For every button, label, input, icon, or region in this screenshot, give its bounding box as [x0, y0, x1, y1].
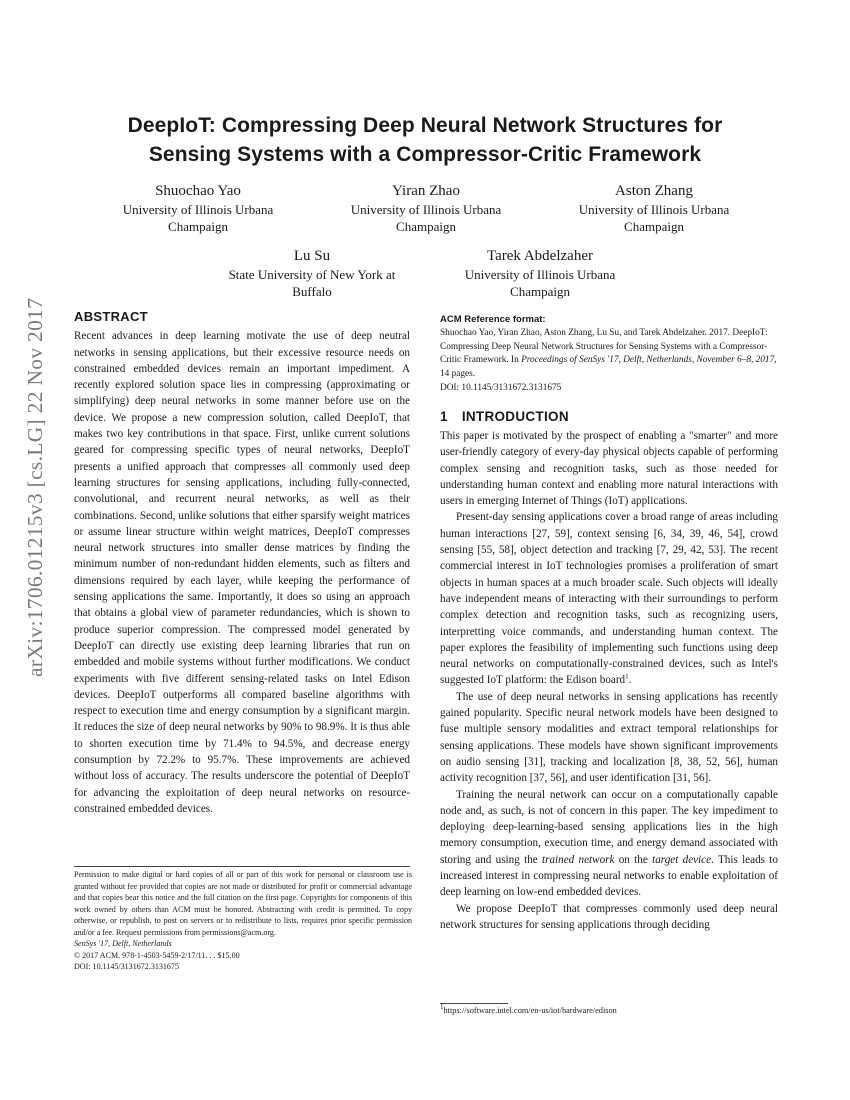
divider	[74, 866, 410, 867]
emphasis: trained network	[542, 853, 615, 866]
footnote	[440, 1005, 617, 1016]
author-affiliation: State University of New York at Buffalo	[228, 267, 396, 299]
footnote-marker: 1	[625, 672, 629, 681]
introduction-body	[440, 428, 778, 933]
author-block	[442, 246, 638, 300]
footnote-divider	[440, 1003, 508, 1004]
footnote-url: https://software.intel.com/en-us/iot/hardware/edison	[443, 1006, 617, 1015]
author-affiliation: University of Illinois Urbana Champaign	[578, 202, 730, 234]
footnote-number: 1	[440, 1003, 444, 1012]
paragraph-text: .	[628, 674, 632, 687]
paragraph: The use of deep neural networks in sensing applications has recently gained popularity. Specific neural network models have been designed to fuse multiple sensory modalities and extract temporal relationships for sensing applications. These models have shown significant improvements on audio sensing [31], tracking and localization [8, 38, 52, 56], human activity recognition [37, 56], and user identification [31, 56].	[440, 690, 778, 785]
section-heading-introduction	[440, 409, 569, 424]
section-title: INTRODUCTION	[461, 409, 569, 424]
author-block	[328, 181, 524, 235]
paragraph-text: . This leads to increased interest in compressing neural networks to enable exploitation of deep learning on low-end embedded devices.	[440, 853, 778, 899]
acm-reference-format	[440, 313, 778, 396]
copyright-line: © 2017 ACM. 978-1-4503-5459-2/17/11. . . $15.00	[74, 950, 240, 960]
acm-reference-heading: ACM Reference format:	[440, 314, 546, 325]
paragraph-text: on the	[618, 853, 648, 866]
author-block	[214, 246, 410, 300]
abstract-text: Recent advances in deep learning motivate the use of deep neutral networks in sensing applications, but their excessive resource needs on constrained embedded devices remain an important impediment. A recently explored solution space lies in compressing (approximating or simplifying) deep neural networks in some manner before use on the device. We propose a new compression solution, called DeepIoT, that makes two key contributions in that space. First, unlike current solutions geared for compressing specific types of neural networks, DeepIoT presents a unified approach that compresses all commonly used deep learning structures for sensing applications, including fully-connected, convolutional, and recurrent neural networks, as well as their combinations. Second, unlike solutions that either sparsify weight matrices or assume linear structure within weight matrices, DeepIoT compresses neural network structures into smaller dense matrices by finding the minimum number of non-redundant hidden elements, such as filters and dimensions required by each layer, while keeping the performance of sensing applications the same. Importantly, it does so using an approach that obtains a global view of parameter redundancies, which is shown to produce superior compression. The compressed model generated by DeepIoT can directly use existing deep learning libraries that run on embedded and mobile systems without further modifications. We conduct experiments with five different sensing-related tasks on Intel Edison devices. DeepIoT outperforms all compared baseline algorithms with respect to execution time and energy consumption by a significant margin. It reduces the size of deep neural networks by 90% to 98.9%. It is thus able to shorten execution time by 71.4% to 94.5%, and decrease energy consumption by 72.2% to 95.7%. These improvements are achieved without loss of accuracy. The results underscore the potential of DeepIoT for advancing the exploitation of deep neural networks on resource-constrained embedded devices.	[74, 330, 410, 815]
acm-reference-venue: Proceedings of SenSys '17, Delft, Netherlands, November 6–8, 2017,	[521, 355, 777, 366]
paper-title	[60, 111, 790, 169]
doi-line: DOI: 10.1145/3131672.3131675	[74, 962, 179, 971]
abstract-heading: ABSTRACT	[74, 309, 148, 324]
section-number: 1	[440, 409, 448, 424]
acm-reference-pages: 14 pages.	[440, 369, 476, 380]
author-name: Aston Zhang	[615, 183, 693, 199]
venue-line: SenSys '17, Delft, Netherlands	[74, 939, 172, 948]
paragraph-text: Training the neural network can occur on a computationally capable node and, as such, is not of concern in this paper. The key impediment to deploying deep-learning-based sensing applications lies in the high memory consumption, execution time, and energy demand associated with storing and using the	[440, 788, 778, 866]
author-affiliation: University of Illinois Urbana Champaign	[350, 202, 502, 234]
author-affiliation: University of Illinois Urbana Champaign	[122, 202, 274, 234]
author-block	[100, 181, 296, 235]
acm-reference-text: Shuochao Yao, Yiran Zhao, Aston Zhang, Lu Su, and Tarek Abdelzaher. 2017. DeepIoT: Compressing Deep Neural Network Structures for Sensing Systems with a Compressor-Critic Framework. In	[440, 327, 768, 366]
paragraph-text: Present-day sensing applications cover a broad range of areas including human interactions [27, 59], context sensing [6, 34, 39, 46, 54], crowd sensing [55, 58], object detection and tracking [7, 29, 42, 53]. The recent commercial interest in IoT technologies promises a proliferation of smart objects in human spaces at a much broader scale. Such objects will ideally have independent means of interacting with their surroundings to perform complex detection and recognition tasks, such as recognizing users, interpretting voice commands, and understanding human context. The paper explores the feasibility of implementing such functions using deep neural networks on computationally-constrained devices, such as Intel's suggested IoT platform: the Edison board	[440, 511, 778, 687]
author-name: Lu Su	[293, 248, 331, 264]
permission-notice	[74, 869, 412, 973]
abstract-section	[74, 309, 410, 817]
acm-reference-doi: DOI: 10.1145/3131672.3131675	[440, 382, 562, 393]
author-name: Tarek Abdelzaher	[487, 248, 593, 264]
author-name: Shuochao Yao	[155, 183, 241, 199]
title-line-2: Sensing Systems with a Compressor-Critic Framework	[148, 143, 702, 166]
arxiv-identifier: arXiv:1706.01215v3 [cs.LG] 22 Nov 2017	[23, 297, 47, 677]
paragraph: This paper is motivated by the prospect of enabling a "smarter" and more user-friendly category of every-day physical objects capable of performing complex sensing and recognition tasks, such as those needed for understanding human context and enabling more natural interactions with users in emerging Internet of Things (IoT) applications.	[440, 430, 778, 508]
author-block	[556, 181, 752, 235]
title-line-1: DeepIoT: Compressing Deep Neural Network Structures for	[127, 114, 723, 137]
emphasis: target device	[652, 853, 712, 866]
author-affiliation: University of Illinois Urbana Champaign	[464, 267, 616, 299]
paragraph	[440, 787, 778, 901]
paragraph: We propose DeepIoT that compresses commonly used deep neural network structures for sensing applications through deciding	[440, 902, 778, 931]
author-name: Yiran Zhao	[392, 183, 460, 199]
paragraph	[440, 509, 778, 688]
permission-text: Permission to make digital or hard copies of all or part of this work for personal or classroom use is granted without fee provided that copies are not made or distributed for profit or commercial advantage and that copies bear this notice and the full citation on the first page. Copyrights for components of this work owned by others than ACM must be honored. Abstracting with credit is permitted. To copy otherwise, or republish, to post on servers or to redistribute to lists, requires prior specific permission and/or a fee. Request permissions from permissions@acm.org.	[74, 870, 412, 937]
